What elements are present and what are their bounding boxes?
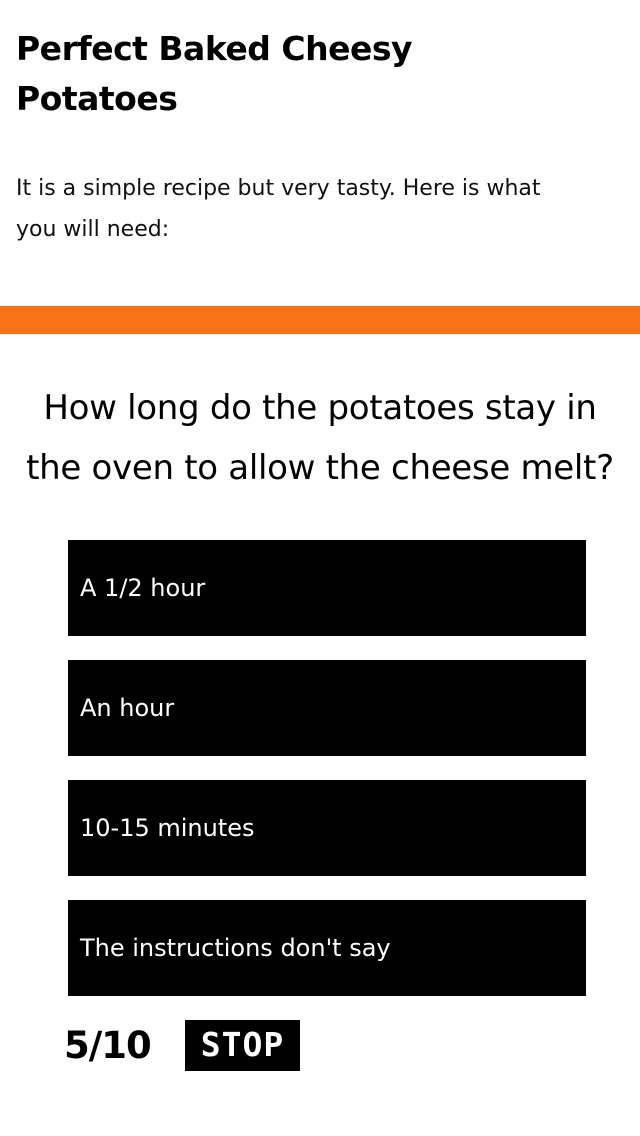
accent-divider	[0, 306, 640, 334]
answer-option-1[interactable]: A 1/2 hour	[68, 540, 586, 636]
recipe-description: It is a simple recipe but very tasty. Here is what you will need:	[16, 176, 541, 242]
answer-option-2[interactable]: An hour	[68, 660, 586, 756]
stop-button[interactable]: STOP	[185, 1020, 300, 1071]
page-title: Perfect Baked Cheesy Potatoes	[16, 29, 413, 118]
answer-options	[16, 540, 624, 996]
quiz-question: How long do the potatoes stay in the oven to allow the cheese melt?	[26, 388, 614, 488]
answer-option-4[interactable]: The instructions don't say	[68, 900, 586, 996]
recipe-intro	[0, 0, 640, 250]
quiz-section	[0, 378, 640, 1071]
quiz-footer	[16, 1020, 624, 1071]
progress-counter: 5/10	[64, 1024, 151, 1067]
answer-option-3[interactable]: 10-15 minutes	[68, 780, 586, 876]
